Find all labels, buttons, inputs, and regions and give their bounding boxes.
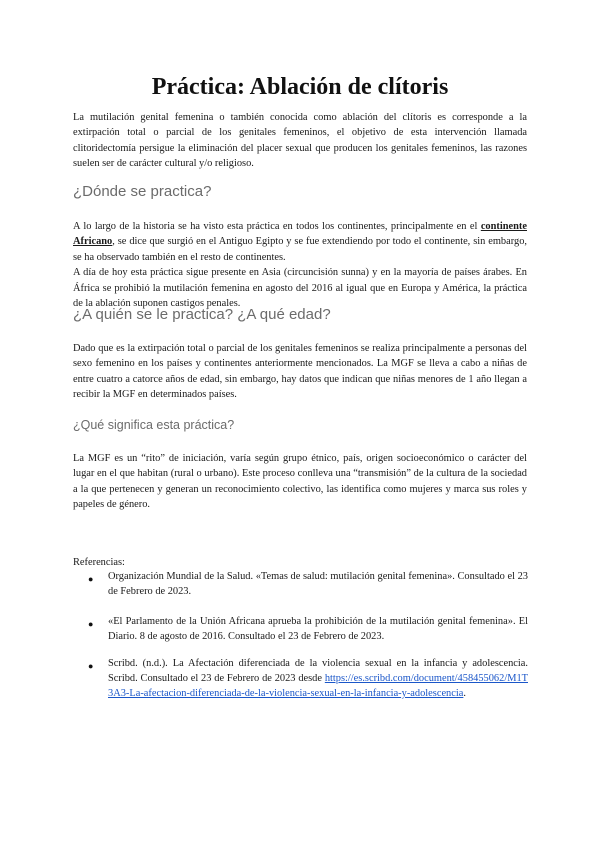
reference-item-1 [108, 570, 528, 600]
section-heading-quien: ¿A quién se le practica? ¿A qué edad? [73, 306, 331, 323]
significa-paragraph [73, 451, 527, 513]
reference-period: . [463, 687, 466, 699]
quien-text: Dado que es la extirpación total o parcial de los genitales femeninos se realiza principalmente a personas del sexo femenino en los países y continentes anteriormente mencionados. La MGF se lleva a cabo a niñas de entre cuatro a catorce años de edad, sin embargo, hay datos que indican que niñas menores de 1 año llegan a recibir la MGF en determinados países. [73, 343, 527, 401]
donde-text-before: A lo largo de la historia se ha visto esta práctica en todos los continentes, principalmente en el [73, 221, 481, 232]
section-heading-donde: ¿Dónde se practica? [73, 183, 212, 200]
donde-paragraphs [73, 219, 527, 311]
donde-paragraph-1 [73, 219, 527, 265]
reference-item-3 [108, 657, 528, 701]
significa-text: La MGF es un “rito” de iniciación, varía según grupo étnico, país, origen socioeconómico o carácter del lugar en el que habitan (rural o urbano). Este proceso conlleva una “transmisión” de la cultura de la sociedad a la que pertenecen y generan un reconocimiento colectivo, las identifica como mujeres y marca sus roles y papeles de género. [73, 453, 527, 511]
donde-paragraph-2: A día de hoy esta práctica sigue presente en Asia (circuncisión sunna) y en la mayoría de países árabes. En África se prohibió la mutilación femenina en agosto del 2016 al igual que en Europa y América, la práctica de la ablación suponen castigos penales. [73, 267, 527, 310]
section-heading-significa: ¿Qué significa esta práctica? [73, 418, 235, 432]
reference-bullet: ● [88, 661, 94, 671]
reference-text: Scribd. (n.d.). La Afectación diferenciada de la violencia sexual en la infancia y adolescencia. Scribd. Consultado el 23 de Febrero de 2023 desde [108, 658, 528, 684]
page-title: Práctica: Ablación de clítoris [151, 74, 449, 100]
quien-paragraph [73, 341, 527, 403]
reference-bullet: ● [88, 619, 94, 629]
donde-text-after: , se dice que surgió en el Antiguo Egipto y se fue extendiendo por todo el continente, sin embargo, se ha observado también en el resto de continentes. [73, 236, 527, 263]
intro-paragraph [73, 110, 527, 172]
reference-text: «El Parlamento de la Unión Africana aprueba la prohibición de la mutilación genital femenina». El Diario. 8 de agosto de 2016. Consultado el 23 de Febrero de 2023. [108, 616, 528, 642]
reference-bullet: ● [88, 574, 94, 584]
intro-text: La mutilación genital femenina o también conocida como ablación del clítoris es corresponde a la extirpación total o parcial de los genitales femeninos, el objetivo de esta intervención llamada clitoridectomía persigue la eliminación del placer sexual que producen los genitales femeninos, las razones suelen ser de carácter cultural y/o religioso. [73, 112, 527, 170]
scribd-reference-link[interactable]: https://es.scribd.com/document/458455062/M1T3A3-La-afectacion-diferenciada-de-la-violencia-sexual-en-la-infancia-y-adolescencia [108, 672, 528, 699]
reference-text: Organización Mundial de la Salud. «Temas de salud: mutilación genital femenina». Consultado el 23 de Febrero de 2023. [108, 571, 528, 597]
reference-item-2 [108, 615, 528, 645]
references-label: Referencias: [73, 557, 125, 568]
continente-africano-emphasis: continente Africano [73, 221, 527, 248]
